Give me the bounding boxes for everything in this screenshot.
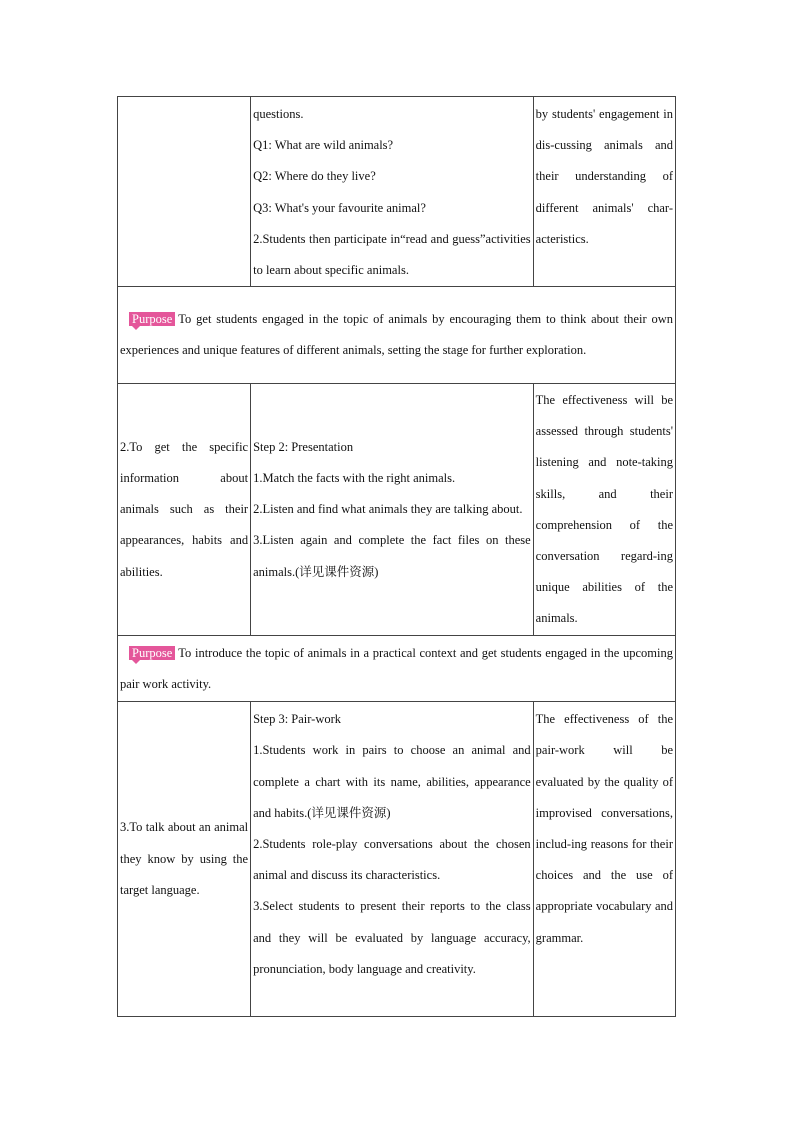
activity-cell bbox=[251, 384, 534, 636]
purpose-text: To get students engaged in the topic of animals by encouraging them to think about their own experiences and unique features of different animals, setting the stage for further exploration. bbox=[120, 312, 673, 358]
objective-cell bbox=[118, 97, 251, 287]
activity-line: 3.Listen again and complete the fact files on these animals.(详见课件资源) bbox=[253, 533, 531, 579]
purpose-row bbox=[118, 287, 676, 384]
purpose-text: To introduce the topic of animals in a practical context and get students engaged in the upcoming pair work activity. bbox=[120, 645, 673, 691]
activity-cell bbox=[251, 97, 534, 287]
objective-cell bbox=[118, 384, 251, 636]
assessment-text: The effectiveness of the pair-work will be evaluated by the quality of improvised conversations, includ-ing reasons for their choices and the use of appropriate vocabulary and grammar. bbox=[535, 712, 673, 945]
activity-line: 1.Students work in pairs to choose an animal and complete a chart with its name, abilities, appearance and habits.(详见课件资源) bbox=[253, 743, 531, 820]
objective-text: 2.To get the specific information about animals such as their appearances, habits and abilities. bbox=[120, 439, 249, 579]
assessment-text: by students' engagement in dis-cussing animals and their understanding of different animals' char-acteristics. bbox=[535, 107, 673, 246]
assessment-text: The effectiveness will be assessed through students' listening and note-taking skills, and their comprehension of the conversation regard-ing unique abilities of the animals. bbox=[535, 392, 673, 626]
question-line: Q2: Where do they live? bbox=[253, 169, 376, 184]
activity-line: 3.Select students to present their reports to the class and they will be evaluated by language accuracy, pronunciation, body language and creativity. bbox=[253, 899, 531, 976]
purpose-tag: Purpose bbox=[129, 646, 175, 660]
activity-line: 2.Students then participate in“read and guess”activities to learn about specific animals. bbox=[253, 231, 531, 278]
question-line: Q3: What's your favourite animal? bbox=[253, 200, 426, 215]
objective-text: 3.To talk about an animal they know by using the target language. bbox=[120, 820, 249, 897]
assessment-cell bbox=[533, 97, 675, 287]
question-line: Q1: What are wild animals? bbox=[253, 138, 394, 153]
activity-cell bbox=[251, 702, 534, 1017]
step-title: Step 2: Presentation bbox=[253, 439, 354, 454]
purpose-row bbox=[118, 636, 676, 702]
activity-line: 1.Match the facts with the right animals. bbox=[253, 470, 456, 485]
purpose-tag: Purpose bbox=[129, 312, 175, 326]
step-title: Step 3: Pair-work bbox=[253, 712, 342, 727]
objective-cell bbox=[118, 702, 251, 1017]
assessment-cell bbox=[533, 384, 675, 636]
purpose-cell bbox=[118, 636, 676, 702]
activity-line: 2.Students role-play conversations about the chosen animal and discuss its characteristics. bbox=[253, 837, 531, 883]
activity-line: questions. bbox=[253, 107, 304, 121]
purpose-cell bbox=[118, 287, 676, 384]
table-row bbox=[118, 97, 676, 287]
table-row bbox=[118, 384, 676, 636]
assessment-cell bbox=[533, 702, 675, 1017]
lesson-plan-table bbox=[117, 96, 676, 1017]
activity-line: 2.Listen and find what animals they are talking about. bbox=[253, 502, 523, 517]
table-row bbox=[118, 702, 676, 1017]
